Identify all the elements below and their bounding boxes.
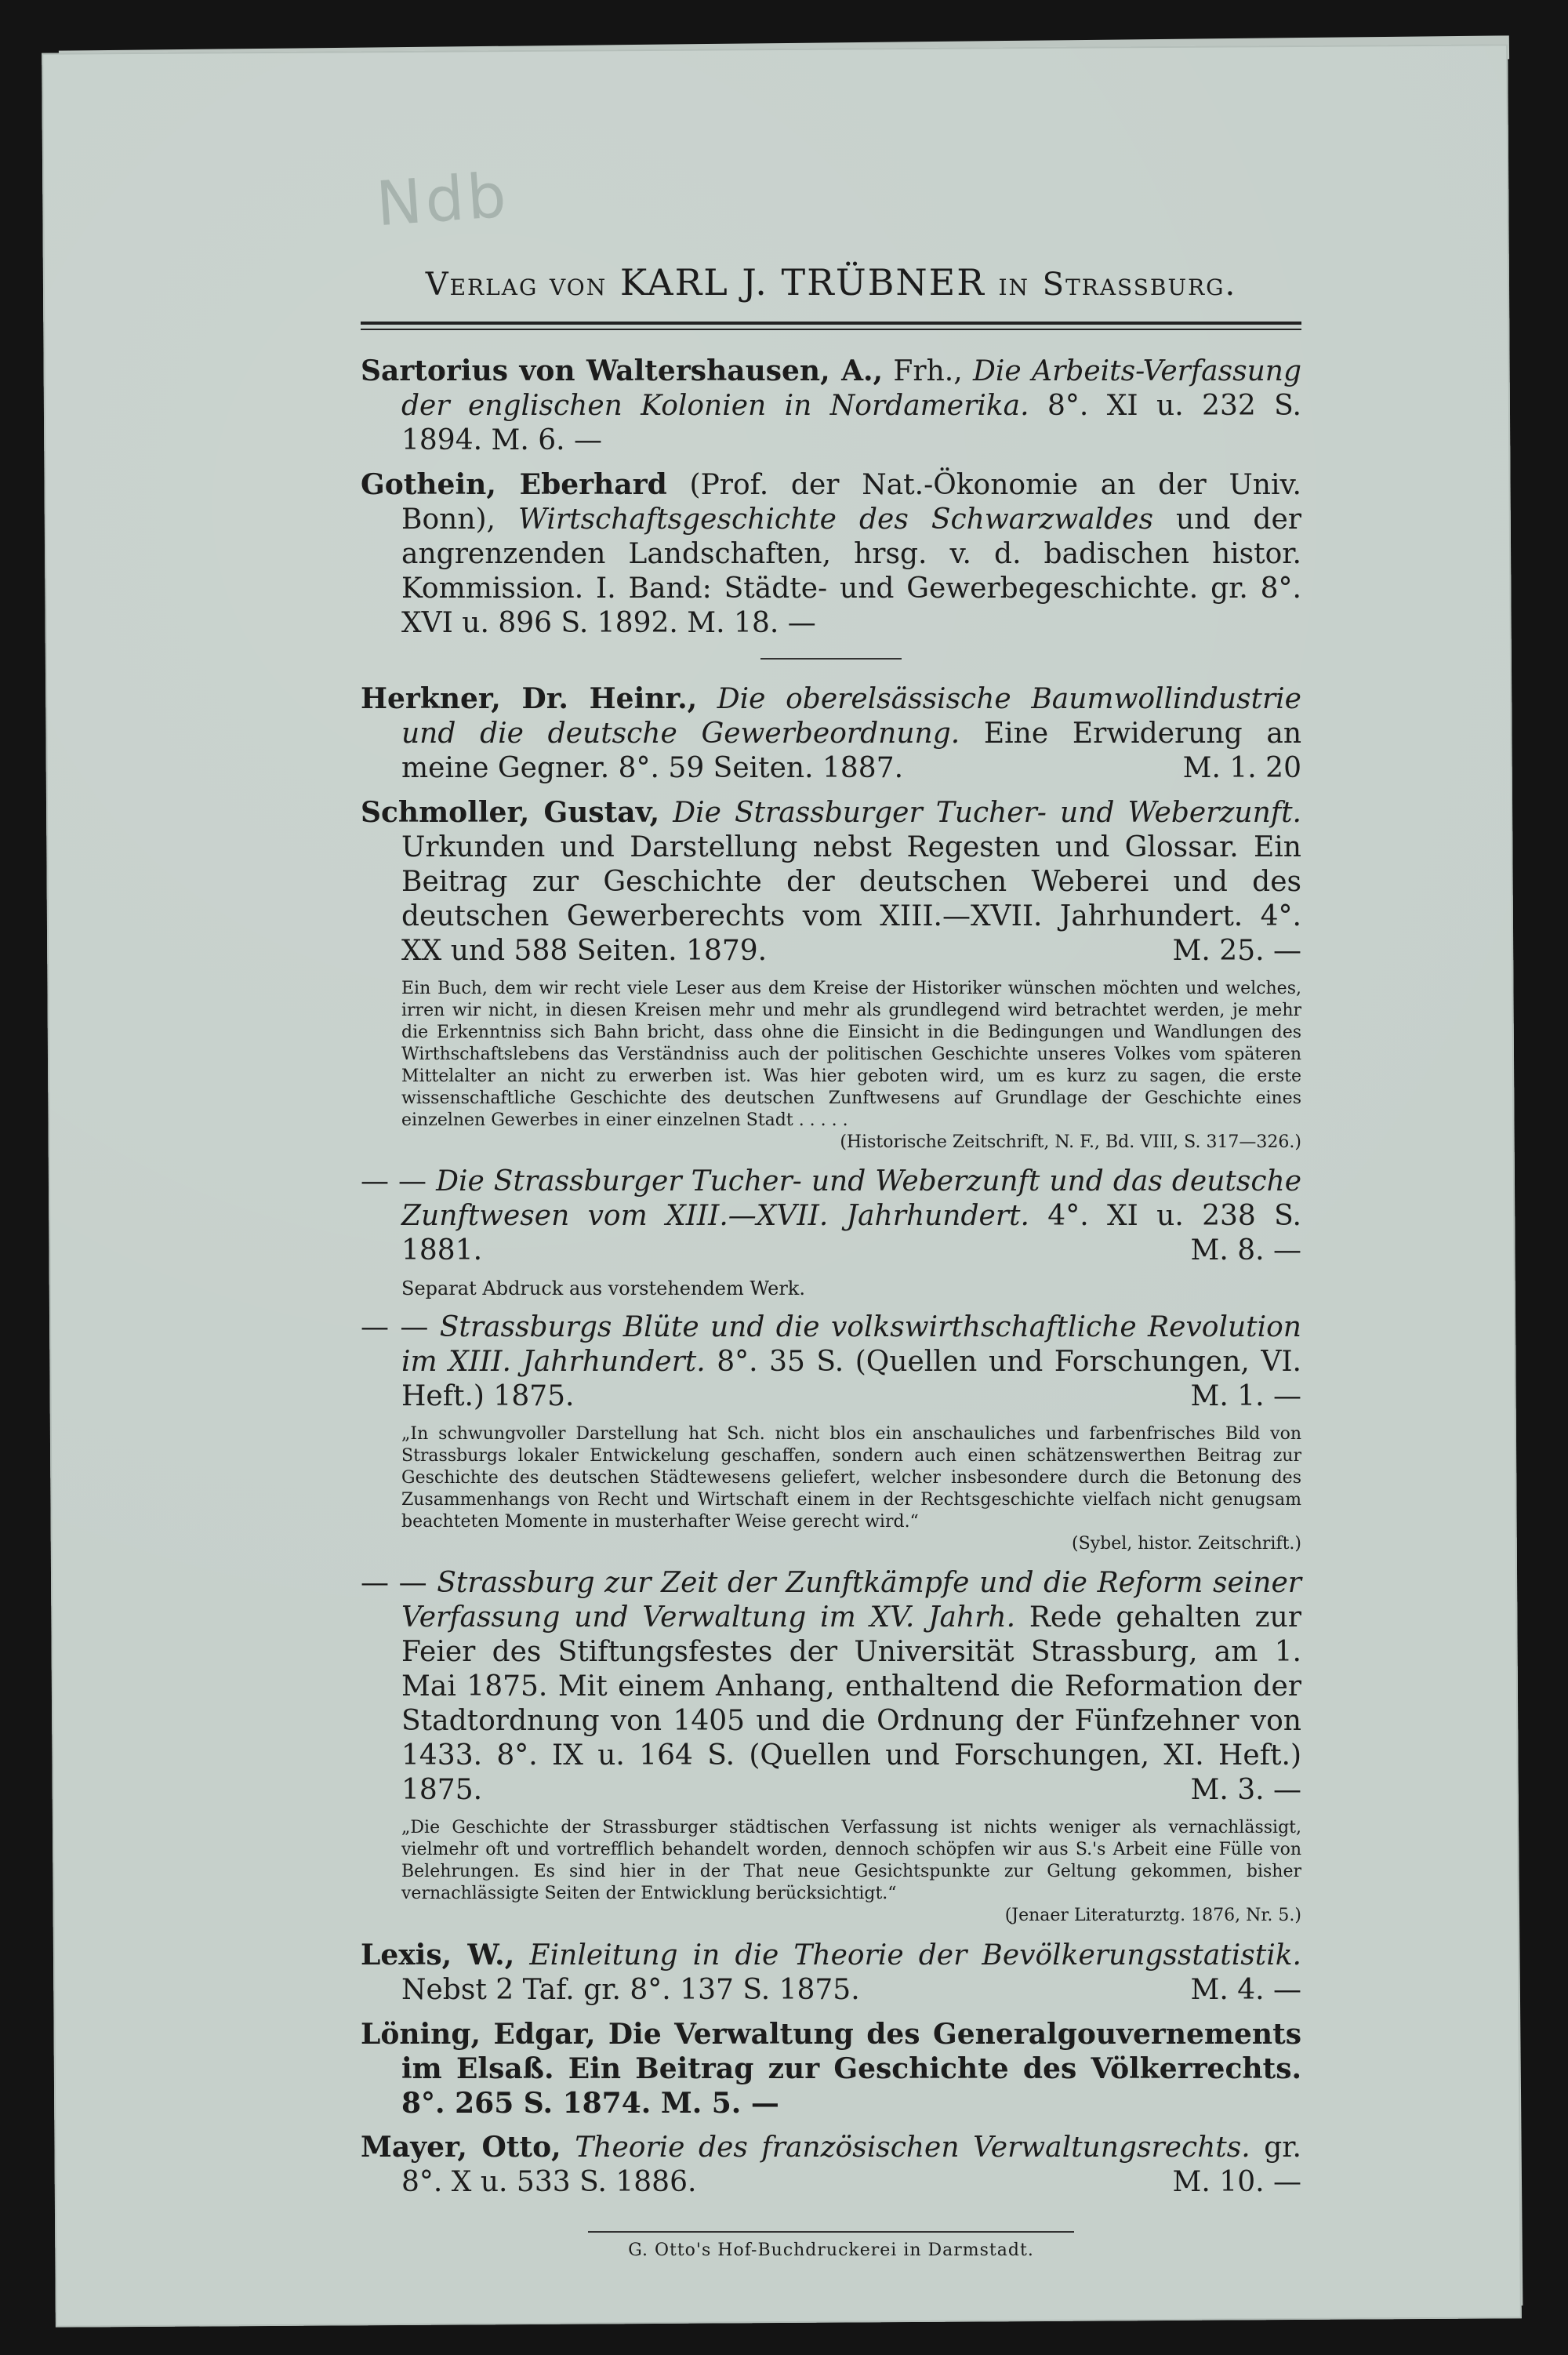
catalog-entry: Gothein, Eberhard (Prof. der Nat.-Ökonomie an der Univ. Bonn), Wirtschaftsgeschichte des Schwarzwaldes und der angrenzenden Landschaften, hrsg. v. d. badischen histor. Kommission. I. Band: Städte- und Gewerbegeschichte. gr. 8°. XVI u. 896 S. 1892. M. 18. — xyxy=(361,468,1302,639)
catalog-entry: Schmoller, Gustav, Die Strassburger Tucher- und Weberzunft. Urkunden und Darstellung nebst Regesten und Glossar. Ein Beitrag zur Geschichte der deutschen Weberei und des deutschen Gewerberechts vom XIII.—XVII. Jahrhundert. 4°. XX und 588 Seiten. 1879. M. 25. — xyxy=(361,796,1301,967)
entry-note: Separat Abdruck aus vorstehendem Werk. xyxy=(401,1277,805,1299)
quote-source: (Jenaer Literaturztg. 1876, Nr. 5.) xyxy=(1004,1906,1301,1925)
header-double-rule xyxy=(361,322,1301,330)
catalog-entry: Sartorius von Waltershausen, A., Frh., Die Arbeits-Verfassung der englischen Kolonien in Nordamerika. 8°. XI u. 232 S. 1894. M. 6. — xyxy=(361,354,1302,456)
price: M. 3. — xyxy=(1190,1774,1301,1806)
catalog-entry: Lexis, W., Einleitung in die Theorie der Bevölkerungsstatistik. Nebst 2 Taf. gr. 8°. 137 S. 1875. M. 4. — xyxy=(361,1939,1301,2006)
price: M. 25. — xyxy=(1172,935,1301,967)
printer-imprint: G. Otto's Hof-Buchdruckerei in Darmstadt. xyxy=(628,2241,1034,2260)
section-divider xyxy=(760,658,902,660)
price: M. 1. — xyxy=(1190,1380,1301,1412)
catalog-entry: — — Die Strassburger Tucher- und Weberzunft und das deutsche Zunftwesen vom XIII.—XVII. Jahrhundert. 4°. XI u. 238 S. 1881. M. 8. — xyxy=(361,1165,1301,1267)
pencil-shelfmark: Ndb xyxy=(374,160,512,241)
quote-source: (Historische Zeitschrift, N. F., Bd. VIII, S. 317—326.) xyxy=(840,1132,1301,1152)
catalog-entry: — — Strassburg zur Zeit der Zunftkämpfe und die Reform seiner Verfassung und Verwaltung im XV. Jahrh. Rede gehalten zur Feier des Stiftungsfestes der Universität Strassburg, am 1. Mai 1875. Mit einem Anhang, enthaltend die Reformation der Stadtordnung von 1405 und die Ordnung der Fünfzehner von 1433. 8°. IX u. 164 S. (Quellen und Forschungen, XI. Heft.) 1875. M. 3. — xyxy=(361,1567,1302,1806)
advert-page xyxy=(361,259,1301,2260)
catalog-entry: Herkner, Dr. Heinr., Die oberelsässische Baumwollindustrie und die deutsche Gewerbeordnung. Eine Erwiderung an meine Gegner. 8°. 59 Seiten. 1887. M. 1. 20 xyxy=(361,682,1301,784)
price: M. 1. 20 xyxy=(1182,752,1301,784)
quote-source: (Sybel, histor. Zeitschrift.) xyxy=(1072,1534,1301,1554)
review-quote: Ein Buch, dem wir recht viele Leser aus dem Kreise der Historiker wünschen möchten und welches, irren wir nicht, in diesen Kreisen mehr und mehr als grundlegend wird betrachtet werden, je mehr die Erkenntniss sich Bahn bricht, dass ohne die Einsicht in die Bedingungen und Wandlungen des Wirthschaftslebens das Verständniss auch der politischen Geschichte unseres Volkes vom späteren Mittelalter an nicht zu erwerben ist. Was hier geboten wird, um es kurz zu sagen, die erste wissenschaftliche Geschichte des deutschen Zunftwesens auf Grundlage der Geschichte eines einzelnen Gewerbes in einer einzelnen Stadt . . . . . (Historische Zeitschrift, N. F., Bd. VIII, S. 317—326.) xyxy=(401,979,1301,1152)
price: M. 10. — xyxy=(1172,2166,1301,2198)
catalog-entry: Löning, Edgar, Die Verwaltung des Generalgouvernements im Elsaß. Ein Beitrag zur Geschichte des Völkerrechts. 8°. 265 S. 1874. M. 5. — xyxy=(361,2018,1301,2120)
review-quote: „In schwungvoller Darstellung hat Sch. nicht blos ein anschauliches und farbenfrisches Bild von Strassburgs lokaler Entwickelung geschaffen, sondern auch einen schätzenswerthen Beitrag zur Geschichte des deutschen Städtewesens geliefert, welcher insbesondere durch die Betonung des Zusammenhangs von Recht und Wirtschaft einem in der Rechtsgeschichte vielfach nicht genugsam beachteten Momente in musterhafter Weise gerecht wird.“ (Sybel, histor. Zeitschrift.) xyxy=(401,1424,1301,1554)
catalog-entry: — — Strassburgs Blüte und die volkswirthschaftliche Revolution im XIII. Jahrhundert. 8°. 35 S. (Quellen und Forschungen, VI. Heft.) 1875. M. 1. — xyxy=(361,1311,1301,1412)
price: M. 8. — xyxy=(1190,1234,1301,1267)
review-quote: „Die Geschichte der Strassburger städtischen Verfassung ist nichts weniger als vernachlässigt, vielmehr oft und vortrefflich behandelt worden, dennoch schöpfen wir aus S.'s Arbeit eine Fülle von Belehrungen. Es sind hier in der That neue Gesichtspunkte zur Geltung gekommen, bisher vernachlässigte Seiten der Entwicklung berücksichtigt.“ (Jenaer Literaturztg. 1876, Nr. 5.) xyxy=(401,1818,1301,1925)
publisher-header: Verlag von KARL J. TRÜBNER in Strassburg. xyxy=(425,261,1237,303)
price: M. 4. — xyxy=(1190,1974,1301,2006)
catalog-entry: Mayer, Otto, Theorie des französischen Verwaltungsrechts. gr. 8°. X u. 533 S. 1886. M. 10. — xyxy=(361,2131,1302,2198)
footer-rule xyxy=(588,2231,1074,2233)
